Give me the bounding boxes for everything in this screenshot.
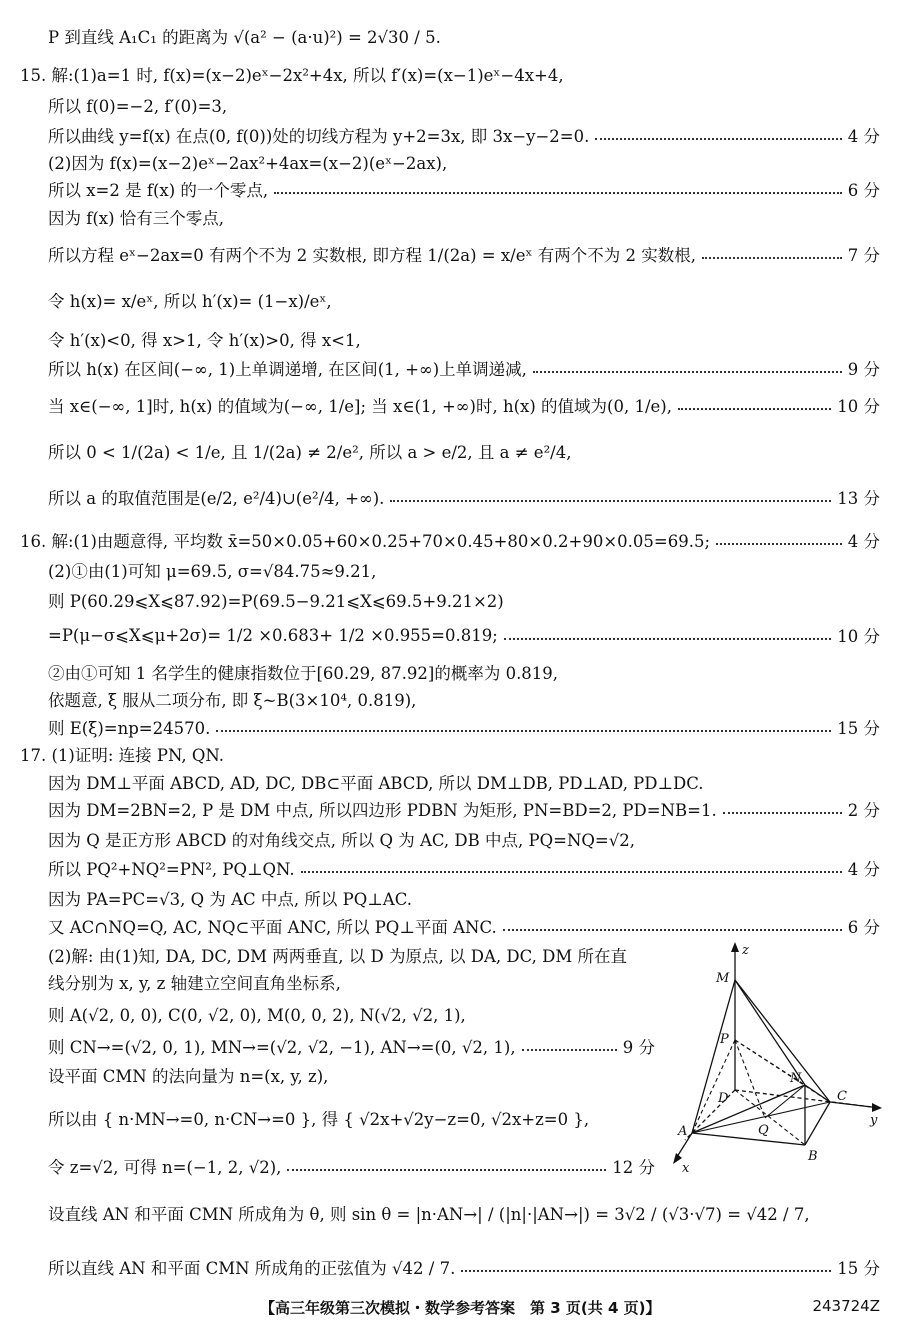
line-text: 所以方程 eˣ−2ax=0 有两个不为 2 实数根, 即方程 1/(2a) = x/eˣ 有两个不为 2 实数根, [48,246,696,265]
line-text: 所以直线 AN 和平面 CMN 所成角的正弦值为 √42 / 7. [48,1259,456,1278]
leader-dots [595,138,841,140]
line-text: 因为 f(x) 恰有三个零点, [48,209,225,228]
label-M: M [716,971,730,986]
edge-PQ [735,1040,765,1118]
leader-dots [678,408,831,410]
leader-dots [287,1169,606,1171]
leader-dots [504,638,831,640]
solution-line [48,1254,880,1280]
label-Q: Q [758,1123,769,1138]
line-text: 所以 a 的取值范围是(e/2, e²/4)∪(e²/4, +∞). [48,489,385,508]
leader-dots [274,192,842,194]
leader-dots [533,371,842,373]
line-text: (2)①由(1)可知 μ=69.5, σ=√84.75≈9.21, [48,562,377,581]
line-text: 所以 0 < 1/(2a) < 1/e, 且 1/(2a) ≠ 2/e², 所以 a > e/2, 且 a ≠ e²/4, [48,443,572,462]
solution-line [48,326,880,352]
line-text: 令 h′(x)<0, 得 x>1, 令 h′(x)>0, 得 x<1, [48,331,361,350]
solution-line [48,942,655,968]
solution-line [48,885,880,911]
leader-dots [216,730,831,732]
solution-line [48,355,880,381]
score-label: 10 分 [837,627,880,646]
line-text: 所以 h(x) 在区间(−∞, 1)上单调递增, 在区间(1, +∞)上单调递减, [48,360,527,379]
solution-line [48,1033,655,1059]
line-text: 则 P(60.29⩽X⩽87.92)=P(69.5−9.21⩽X⩽69.5+9.21×2) [48,592,504,611]
z-arrow-icon [731,942,739,952]
footer-title: 【高三年级第三次模拟・数学参考答案 第 3 页(共 4 页)】 [260,1299,661,1317]
label-A: A [678,1124,688,1139]
solution-line [20,61,880,87]
solution-line [48,1200,880,1226]
label-y: y [870,1113,878,1128]
line-text: 则 A(√2, 0, 0), C(0, √2, 0), M(0, 0, 2), N(√2, √2, 1), [48,1006,466,1025]
edge-NA [692,1085,805,1133]
solution-line [48,1062,655,1088]
solution-line [20,527,880,553]
score-label: 4 分 [847,860,880,879]
label-x: x [682,1161,690,1175]
solution-line [48,438,880,464]
score-label: 10 分 [837,397,880,416]
y-arrow-icon [872,1103,882,1112]
leader-dots [522,1049,617,1051]
page-footer [0,1297,900,1323]
score-label: 6 分 [847,181,880,200]
line-text: 因为 PA=PC=√3, Q 为 AC 中点, 所以 PQ⊥AC. [48,890,413,909]
solution-line [48,659,880,685]
score-label: 6 分 [847,918,880,937]
line-text: 因为 DM=2BN=2, P 是 DM 中点, 所以四边形 PDBN 为矩形, PN=BD=2, PD=NB=1. [48,801,717,820]
line-text: P 到直线 A₁C₁ 的距离为 √(a² − (a·u)²) = 2√30 / 5. [48,28,441,47]
line-text: (2)因为 f(x)=(x−2)eˣ−2ax²+4ax=(x−2)(eˣ−2ax), [48,154,448,173]
edge-MA [692,980,735,1133]
line-text: 所以 x=2 是 f(x) 的一个零点, [48,181,269,200]
line-text: 令 z=√2, 可得 n=(−1, 2, √2), [48,1158,282,1177]
x-arrow-icon [673,1153,682,1164]
solution-line [48,587,880,613]
solution-line [48,557,880,583]
solution-line [48,1153,655,1179]
edge-MN [735,980,805,1085]
line-text: 因为 Q 是正方形 ABCD 的对角线交点, 所以 Q 为 AC, DB 中点, PQ=NQ=√2, [48,831,635,850]
edge-DB [735,1090,805,1145]
line-text: 16. 解:(1)由题意得, 平均数 x̄=50×0.05+60×0.25+70×0.45+80×0.2+90×0.05=69.5; [20,532,711,551]
solution-line [48,1105,655,1131]
line-text: 所以由 { n·MN→=0, n·CN→=0 }, 得 { √2x+√2y−z=0, √2x+z=0 }, [48,1110,590,1129]
line-text: 当 x∈(−∞, 1]时, h(x) 的值域为(−∞, 1/e]; 当 x∈(1, +∞)时, h(x) 的值域为(0, 1/e), [48,397,672,416]
solution-line [48,855,880,881]
line-text: 则 CN→=(√2, 0, 1), MN→=(√2, √2, −1), AN→=(0, √2, 1), [48,1038,516,1057]
label-B: B [808,1149,818,1164]
score-label: 15 分 [837,719,880,738]
solution-line [48,149,880,175]
line-text: 因为 DM⊥平面 ABCD, AD, DC, DB⊂平面 ABCD, 所以 DM⊥DB, PD⊥AD, PD⊥DC. [48,774,704,793]
leader-dots [723,812,842,814]
line-text: 17. (1)证明: 连接 PN, QN. [20,746,225,765]
solution-line [48,826,880,852]
score-label: 13 分 [837,489,880,508]
solution-line [20,741,880,767]
edge-MC [735,980,830,1102]
score-label: 7 分 [847,246,880,265]
label-P: P [720,1032,729,1047]
leader-dots [461,1270,831,1272]
geometry-figure [670,940,885,1175]
solution-line [48,176,880,202]
solution-line [48,23,880,49]
leader-dots [301,871,842,873]
solution-line [48,241,880,267]
line-text: 令 h(x)= x/eˣ, 所以 h′(x)= (1−x)/eˣ, [48,292,332,311]
line-text: 所以 f(0)=−2, f′(0)=3, [48,97,228,116]
leader-dots [390,500,831,502]
solution-line [48,913,880,939]
line-text: 线分别为 x, y, z 轴建立空间直角坐标系, [48,974,341,993]
line-text: 所以 PQ²+NQ²=PN², PQ⊥QN. [48,860,295,879]
solution-line [48,92,880,118]
solution-line [48,686,880,712]
solution-line [48,1001,655,1027]
line-text: 依题意, ξ 服从二项分布, 即 ξ~B(3×10⁴, 0.819), [48,691,417,710]
edge-AB [692,1133,805,1145]
score-label: 12 分 [612,1158,655,1177]
leader-dots [702,257,842,259]
solution-line [48,969,655,995]
leader-dots [716,543,842,545]
solution-line [48,796,880,822]
line-text: 则 E(ξ)=np=24570. [48,719,211,738]
edge-BC [805,1102,830,1145]
score-label: 4 分 [847,127,880,146]
solution-line [48,122,880,148]
solution-line [48,484,880,510]
line-text: ②由①可知 1 名学生的健康指数位于[60.29, 87.92]的概率为 0.819, [48,664,559,683]
solution-line [48,287,880,313]
line-text: 设直线 AN 和平面 CMN 所成角为 θ, 则 sin θ = |n·AN→| / (|n|·|AN→|) = 3√2 / (√3·√7) = √42 / 7, [48,1205,810,1224]
score-label: 9 分 [622,1038,655,1057]
score-label: 4 分 [847,532,880,551]
solution-line [48,769,880,795]
label-D: D [718,1091,729,1106]
line-text: =P(μ−σ⩽X⩽μ+2σ)= 1/2 ×0.683+ 1/2 ×0.955=0.819; [48,625,498,645]
line-text: 所以曲线 y=f(x) 在点(0, f(0))处的切线方程为 y+2=3x, 即 3x−y−2=0. [48,127,590,146]
line-text: 又 AC∩NQ=Q, AC, NQ⊂平面 ANC, 所以 PQ⊥平面 ANC. [48,918,497,937]
solution-line [48,204,880,230]
label-z: z [742,943,749,958]
score-label: 2 分 [847,801,880,820]
solution-line [48,622,880,648]
line-text: (2)解: 由(1)知, DA, DC, DM 两两垂直, 以 D 为原点, 以 DA, DC, DM 所在直 [48,947,627,966]
edge-NQ [765,1085,805,1118]
label-N: N [790,1071,802,1086]
footer-code: 243724Z [812,1297,880,1315]
score-label: 9 分 [847,360,880,379]
line-text: 设平面 CMN 的法向量为 n=(x, y, z), [48,1067,329,1086]
edge-PA [692,1040,735,1133]
leader-dots [503,929,842,931]
solution-line [48,392,880,418]
line-text: 15. 解:(1)a=1 时, f(x)=(x−2)eˣ−2x²+4x, 所以 f′(x)=(x−1)eˣ−4x+4, [20,66,564,85]
score-label: 15 分 [837,1259,880,1278]
solution-line [48,714,880,740]
label-C: C [837,1089,847,1104]
